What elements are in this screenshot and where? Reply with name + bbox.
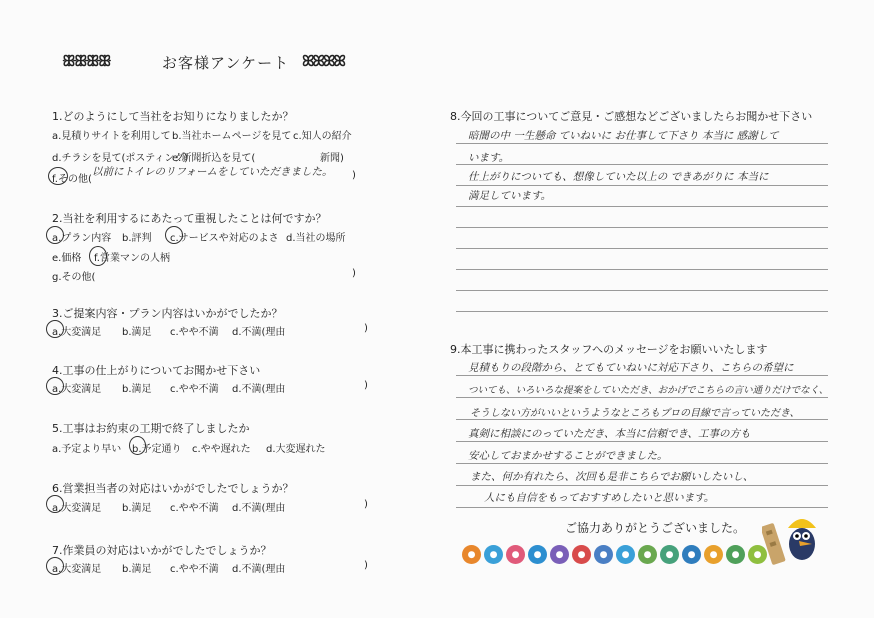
toilet-icon: ● — [528, 545, 547, 564]
q8-question: 8.今回の工事についてご意見・ご感想などございましたらお聞かせ下さい — [450, 110, 813, 123]
q9-answer-line: そうしない方がいいというようなところもプロの目線で言っていただき、 — [470, 408, 800, 419]
q6-close: ) — [364, 499, 368, 510]
q2-option-c[interactable]: c.サービスや対応のよさ — [170, 233, 279, 244]
q6-option-c[interactable]: c.やや不満 — [170, 503, 219, 514]
q7-question: 7.作業員の対応はいかがでしたでしょうか？ — [52, 544, 272, 557]
q3-question: 3.ご提案内容・プラン内容はいかがでしたか？ — [52, 307, 283, 320]
answer-line — [456, 311, 828, 312]
q4-option-b[interactable]: b.満足 — [122, 384, 152, 395]
q9-answer-line: 安心しておまかせすることができました。 — [468, 450, 668, 462]
answer-line — [456, 164, 828, 165]
kitchen-icon: ● — [462, 545, 481, 564]
q1-option-c[interactable]: c.知人の紹介 — [293, 131, 352, 142]
q2-option-f[interactable]: f.営業マンの人柄 — [94, 253, 170, 264]
page-title: お客様アンケート — [162, 54, 290, 72]
q9-answer-line: また、何か有れたら、次回も是非こちらでお願いしたいし、 — [470, 471, 754, 483]
service-icon-bar — [462, 545, 767, 564]
q2-option-g[interactable]: g.その他( — [52, 272, 96, 283]
q9-answer-line: 見積もりの段階から、とてもていねいに対応下さり、こちらの希望に — [468, 362, 794, 374]
q2-option-e[interactable]: e.価格 — [52, 253, 82, 264]
q6-option-b[interactable]: b.満足 — [122, 503, 152, 514]
q7-option-c[interactable]: c.やや不満 — [170, 564, 219, 575]
q1-option-a[interactable]: a.見積りサイトを利用して — [52, 131, 171, 142]
answer-line — [456, 419, 828, 420]
q7-option-a[interactable]: a.大変満足 — [52, 564, 102, 575]
answer-line — [456, 507, 828, 508]
q7-close: ) — [364, 560, 368, 571]
q1-option-d[interactable]: d.チラシを見て(ポスティング) — [52, 153, 189, 164]
q1-option-f[interactable]: f.その他( — [52, 174, 92, 185]
q6-question: 6.営業担当者の対応はいかがでしたでしょうか？ — [52, 482, 294, 495]
q1-close: ) — [352, 170, 356, 181]
header-ornament-left: ꕥꕥꕥꕥ — [62, 52, 110, 70]
answer-line — [456, 206, 828, 207]
garden-icon: ● — [638, 545, 657, 564]
q5-option-b[interactable]: b.予定通り — [132, 444, 182, 455]
q8-answer-line: 暗闇の中 一生懸命 ていねいに お仕事して下さり 本当に 感謝して — [468, 130, 779, 142]
q8-answer-line: 仕上がりについても、想像していた以上の できあがりに 本当に — [468, 171, 769, 183]
waterproof-icon: ● — [616, 545, 635, 564]
water-heater-icon: ● — [550, 545, 569, 564]
q9-answer-line: 人にも自信をもっておすすめしたいと思います。 — [484, 492, 715, 504]
q8-answer-line: 満足しています。 — [468, 190, 552, 202]
q1-question: 1.どのようにして当社をお知りになりましたか？ — [52, 110, 294, 123]
solar-icon: ● — [704, 545, 723, 564]
answer-line — [456, 269, 828, 270]
q1-option-e-suffix: 新聞) — [320, 153, 344, 164]
interior-icon: ● — [594, 545, 613, 564]
answer-line — [456, 185, 828, 186]
q5-option-a[interactable]: a.予定より早い — [52, 444, 122, 455]
q3-option-c[interactable]: c.やや不満 — [170, 327, 219, 338]
q9-answer-line: ついても、いろいろな提案をしていただき、おかげでこちらの言い通りだけでなく、 — [468, 385, 829, 396]
header-ornament-right: ꕤꕤꕤꕤ — [302, 52, 344, 70]
q7-option-d[interactable]: d.不満(理由 — [232, 564, 286, 575]
q8-answer-line: います。 — [468, 152, 510, 164]
q9-answer-line: 真剣に相談にのっていただき、本当に信頼でき、工事の方も — [468, 428, 751, 440]
q2-question: 2.当社を利用するにあたって重視したことは何ですか？ — [52, 212, 327, 225]
q4-option-a[interactable]: a.大変満足 — [52, 384, 102, 395]
q1-other-answer: 以前にトイレのリフォームをしていただきました。 — [92, 166, 333, 178]
q4-question: 4.工事の仕上がりについてお聞かせ下さい — [52, 364, 261, 377]
answer-line — [456, 485, 828, 486]
q1-option-b[interactable]: b.当社ホームページを見て — [172, 131, 292, 142]
answer-line — [456, 397, 828, 398]
q4-close: ) — [364, 380, 368, 391]
q2-close: ) — [352, 268, 356, 279]
thanks-message: ご協力ありがとうございました。 — [565, 521, 746, 535]
q4-option-c[interactable]: c.やや不満 — [170, 384, 219, 395]
q3-option-b[interactable]: b.満足 — [122, 327, 152, 338]
q5-question: 5.工事はお約束の工期で終了しましたか — [52, 422, 250, 435]
house-icon: ● — [660, 545, 679, 564]
answer-line — [456, 463, 828, 464]
q3-option-a[interactable]: a.大変満足 — [52, 327, 102, 338]
answer-line — [456, 375, 828, 376]
answer-line — [456, 290, 828, 291]
window-icon: ● — [682, 545, 701, 564]
q6-option-d[interactable]: d.不満(理由 — [232, 503, 286, 514]
bath-icon: ● — [484, 545, 503, 564]
handshake-icon: ● — [748, 545, 767, 564]
q5-option-d[interactable]: d.大変遅れた — [266, 444, 326, 455]
answer-line — [456, 441, 828, 442]
q5-option-c[interactable]: c.やや遅れた — [192, 444, 251, 455]
answer-line — [456, 248, 828, 249]
q2-option-d[interactable]: d.当社の場所 — [286, 233, 346, 244]
q3-option-d[interactable]: d.不満(理由 — [232, 327, 286, 338]
answer-line — [456, 143, 828, 144]
q4-option-d[interactable]: d.不満(理由 — [232, 384, 286, 395]
storage-icon: ● — [726, 545, 745, 564]
q1-option-e[interactable]: e.新聞折込を見て( — [172, 153, 256, 164]
washroom-icon: ● — [506, 545, 525, 564]
exterior-icon: ● — [572, 545, 591, 564]
q3-close: ) — [364, 323, 368, 334]
q2-option-a[interactable]: a.プラン内容 — [52, 233, 112, 244]
mascot-illustration — [762, 510, 822, 568]
q9-question: 9.本工事に携わったスタッフへのメッセージをお願いいたします — [450, 343, 768, 356]
q7-option-b[interactable]: b.満足 — [122, 564, 152, 575]
q6-option-a[interactable]: a.大変満足 — [52, 503, 102, 514]
answer-line — [456, 227, 828, 228]
q2-option-b[interactable]: b.評判 — [122, 233, 152, 244]
